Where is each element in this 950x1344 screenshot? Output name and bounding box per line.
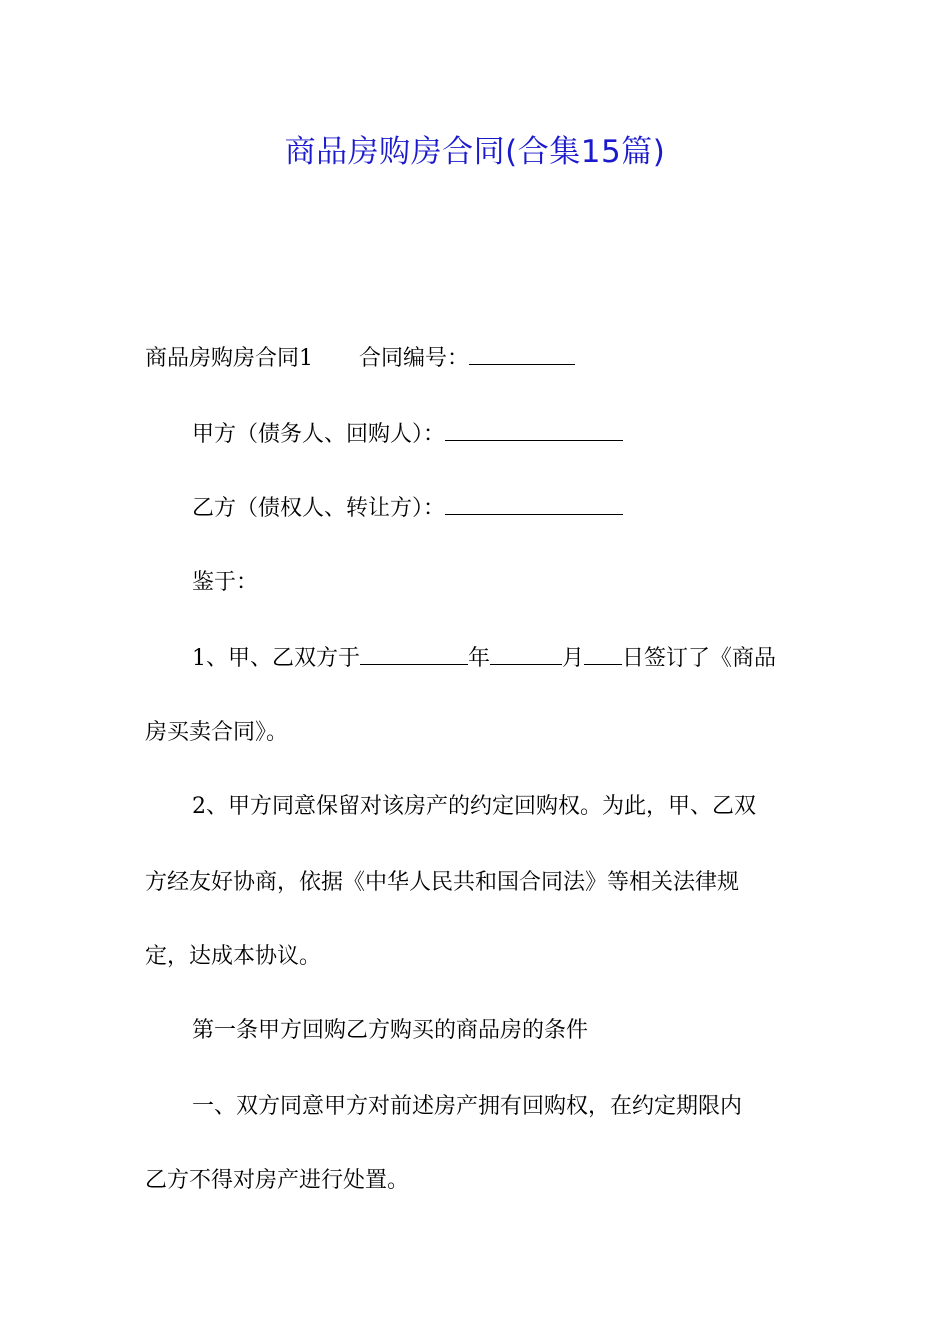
clause1-line1: [192, 642, 810, 676]
party-a-label: 甲方（债务人、回购人）：: [192, 422, 446, 447]
whereas-line: 鉴于：: [192, 570, 259, 595]
party-a-blank[interactable]: [445, 420, 623, 441]
clause1-text-start: 1、甲、乙双方于: [192, 646, 360, 671]
item1-line2: 乙方不得对房产进行处置。: [145, 1168, 410, 1193]
clause2-line1: 2、甲方同意保留对该房产的约定回购权。为此，甲、乙双: [192, 794, 756, 819]
year-label: 年: [468, 646, 491, 671]
article1-heading: 第一条甲方回购乙方购买的商品房的条件: [192, 1018, 589, 1043]
party-b-label: 乙方（债权人、转让方）：: [192, 496, 446, 521]
year-blank[interactable]: [360, 644, 468, 665]
document-title: 商品房购房合同(合集15篇): [284, 134, 666, 170]
contract-number-blank[interactable]: [469, 344, 575, 365]
clause2-line3: 定，达成本协议。: [145, 944, 322, 969]
day-blank[interactable]: [584, 644, 622, 665]
item1-line1: 一、双方同意甲方对前述房产拥有回购权，在约定期限内: [192, 1094, 743, 1119]
clause2-line2: 方经友好协商，依据《中华人民共和国合同法》等相关法律规: [145, 870, 740, 895]
contract-number-label: 合同编号：: [359, 346, 470, 371]
party-b-line: [192, 492, 810, 526]
month-blank[interactable]: [490, 644, 562, 665]
clause1-line2: 房买卖合同》。: [145, 720, 289, 745]
month-label: 月: [562, 646, 585, 671]
contract-heading: 商品房购房合同1: [145, 346, 313, 371]
contract-number-line: [145, 342, 810, 376]
party-a-line: [192, 418, 810, 452]
party-b-blank[interactable]: [445, 494, 623, 515]
day-label-text: 日签订了《商品: [622, 646, 777, 671]
